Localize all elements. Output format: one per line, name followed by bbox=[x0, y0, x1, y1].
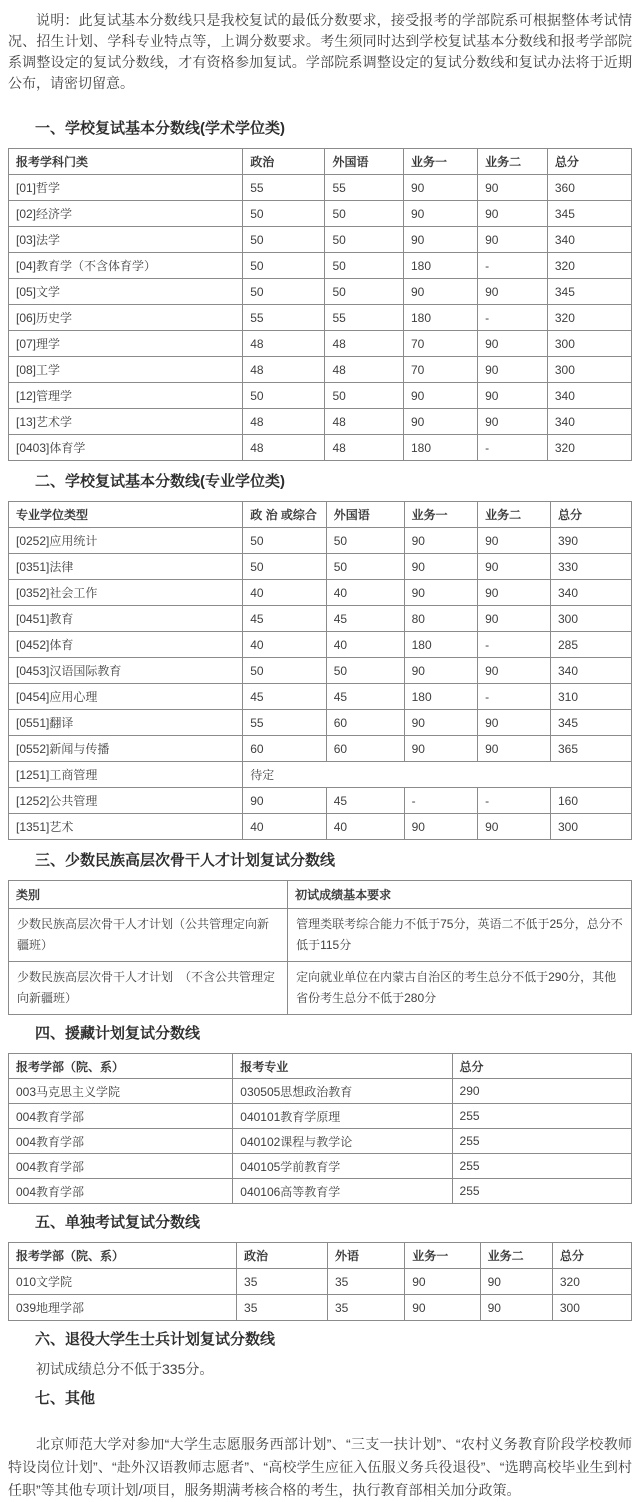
table-row bbox=[9, 1295, 632, 1321]
table-cell: [08]工学 bbox=[9, 357, 243, 383]
table-cell: [03]法学 bbox=[9, 227, 243, 253]
table-row bbox=[9, 528, 632, 554]
section-other bbox=[8, 1390, 632, 1502]
table-cell: 003马克思主义学院 bbox=[9, 1079, 233, 1104]
table-cell: 340 bbox=[547, 409, 631, 435]
table-row bbox=[9, 762, 632, 788]
other-policy-text: 北京师范大学对参加“大学生志愿服务西部计划”、“三支一扶计划”、“农村义务教育阶段学校教师特设岗位计划”、“赴外汉语教师志愿者”、“高校学生应征入伍服义务兵役退役”、“选聘高校毕业生到村任职”等其他专项计划/项目，服务期满考核合格的考生，执行教育部相关加分政策。 bbox=[8, 1436, 632, 1498]
table-row bbox=[9, 580, 632, 606]
section-heading: 三、少数民族高层次骨干人才计划复试分数线 bbox=[35, 852, 336, 869]
table-cell: 35 bbox=[327, 1295, 404, 1321]
table-row bbox=[9, 554, 632, 580]
table-cell: 45 bbox=[243, 684, 326, 710]
table-cell: 40 bbox=[243, 580, 326, 606]
table-header-row bbox=[9, 1054, 632, 1079]
table-row bbox=[9, 962, 632, 1015]
table-cell: 90 bbox=[404, 710, 478, 736]
table-cell: 90 bbox=[404, 658, 478, 684]
table-header-row bbox=[9, 502, 632, 528]
table-cell: 365 bbox=[550, 736, 631, 762]
table-cell: 340 bbox=[550, 580, 631, 606]
table-cell: 待定 bbox=[243, 762, 632, 788]
table-cell: 040106高等教育学 bbox=[233, 1179, 452, 1204]
table-cell: 030505思想政治教育 bbox=[233, 1079, 452, 1104]
table-cell: 48 bbox=[325, 357, 403, 383]
table-cell: 少数民族高层次骨干人才计划（公共管理定向新疆班） bbox=[9, 909, 288, 962]
table-cell: - bbox=[478, 632, 551, 658]
data-table bbox=[8, 1242, 632, 1321]
table-cell: 040101教育学原理 bbox=[233, 1104, 452, 1129]
table-row bbox=[9, 175, 632, 201]
table-cell: [0452]体育 bbox=[9, 632, 243, 658]
table-cell: 285 bbox=[550, 632, 631, 658]
table-cell: 50 bbox=[243, 279, 325, 305]
table-row bbox=[9, 736, 632, 762]
table-row bbox=[9, 1179, 632, 1204]
column-header: 业务一 bbox=[405, 1243, 480, 1269]
table-cell: 90 bbox=[478, 201, 548, 227]
table-row bbox=[9, 435, 632, 461]
table-row bbox=[9, 357, 632, 383]
table-cell: [0454]应用心理 bbox=[9, 684, 243, 710]
table-cell: 90 bbox=[478, 736, 551, 762]
table-cell: 90 bbox=[478, 814, 551, 840]
data-table bbox=[8, 880, 632, 1015]
section-heading: 二、学校复试基本分数线(专业学位类) bbox=[35, 473, 285, 490]
table-cell: 48 bbox=[243, 331, 325, 357]
table-cell: [1252]公共管理 bbox=[9, 788, 243, 814]
table-cell: 90 bbox=[403, 201, 477, 227]
table-cell: 330 bbox=[550, 554, 631, 580]
table-cell: 310 bbox=[550, 684, 631, 710]
table-cell: 320 bbox=[547, 305, 631, 331]
table-cell: 55 bbox=[325, 175, 403, 201]
data-table bbox=[8, 148, 632, 461]
column-header: 类别 bbox=[9, 881, 288, 909]
table-cell: 160 bbox=[550, 788, 631, 814]
table-cell: 40 bbox=[326, 580, 404, 606]
data-table bbox=[8, 1053, 632, 1204]
table-cell: 90 bbox=[478, 383, 548, 409]
table-cell: 45 bbox=[326, 788, 404, 814]
section-heading: 六、退役大学生士兵计划复试分数线 bbox=[35, 1331, 276, 1348]
table-cell: 50 bbox=[325, 253, 403, 279]
table-cell: 70 bbox=[403, 357, 477, 383]
column-header: 报考学科门类 bbox=[9, 149, 243, 175]
table-header-row bbox=[9, 149, 632, 175]
table-cell: 90 bbox=[478, 528, 551, 554]
table-cell: 50 bbox=[243, 554, 326, 580]
table-cell: 60 bbox=[326, 710, 404, 736]
table-cell: - bbox=[478, 253, 548, 279]
table-cell: 40 bbox=[326, 814, 404, 840]
column-header: 政 治 或综合 bbox=[243, 502, 326, 528]
column-header: 政治 bbox=[237, 1243, 328, 1269]
table-row bbox=[9, 788, 632, 814]
column-header: 报考学部（院、系） bbox=[9, 1054, 233, 1079]
table-cell: 50 bbox=[325, 279, 403, 305]
table-cell: 50 bbox=[243, 658, 326, 684]
table-cell: 40 bbox=[243, 814, 326, 840]
table-cell: 340 bbox=[547, 383, 631, 409]
table-cell: [0252]应用统计 bbox=[9, 528, 243, 554]
table-cell: 340 bbox=[547, 227, 631, 253]
table-row bbox=[9, 710, 632, 736]
table-cell: 45 bbox=[326, 606, 404, 632]
section-academic-score-lines bbox=[8, 120, 632, 461]
section-veteran-plan bbox=[8, 1331, 632, 1380]
column-header: 专业学位类型 bbox=[9, 502, 243, 528]
table-cell: 180 bbox=[403, 305, 477, 331]
table-cell: 40 bbox=[326, 632, 404, 658]
column-header: 外语 bbox=[327, 1243, 404, 1269]
table-cell: 90 bbox=[478, 357, 548, 383]
table-cell: [0352]社会工作 bbox=[9, 580, 243, 606]
column-header: 政治 bbox=[243, 149, 325, 175]
table-cell: 90 bbox=[478, 279, 548, 305]
column-header: 业务一 bbox=[404, 502, 478, 528]
table-cell: 90 bbox=[478, 554, 551, 580]
table-cell: - bbox=[478, 788, 551, 814]
table-row bbox=[9, 814, 632, 840]
table-cell: 90 bbox=[403, 383, 477, 409]
table-cell: [1251]工商管理 bbox=[9, 762, 243, 788]
table-header-row bbox=[9, 1243, 632, 1269]
table-cell: 80 bbox=[404, 606, 478, 632]
table-cell: 45 bbox=[326, 684, 404, 710]
column-header: 报考专业 bbox=[233, 1054, 452, 1079]
table-cell: 90 bbox=[478, 331, 548, 357]
table-cell: 180 bbox=[404, 684, 478, 710]
table-cell: - bbox=[478, 305, 548, 331]
table-row bbox=[9, 606, 632, 632]
column-header: 业务一 bbox=[403, 149, 477, 175]
section-professional-score-lines bbox=[8, 473, 632, 840]
table-cell: 90 bbox=[403, 279, 477, 305]
table-cell: 90 bbox=[405, 1295, 480, 1321]
column-header: 初试成绩基本要求 bbox=[288, 881, 632, 909]
column-header: 总分 bbox=[547, 149, 631, 175]
score-table-professional bbox=[8, 501, 632, 840]
table-cell: [0551]翻译 bbox=[9, 710, 243, 736]
table-cell: 90 bbox=[478, 658, 551, 684]
table-cell: 040105学前教育学 bbox=[233, 1154, 452, 1179]
table-cell: 50 bbox=[243, 253, 325, 279]
table-row bbox=[9, 1129, 632, 1154]
table-cell: 320 bbox=[547, 253, 631, 279]
table-row bbox=[9, 279, 632, 305]
table-cell: 290 bbox=[452, 1079, 631, 1104]
table-cell: 300 bbox=[552, 1295, 631, 1321]
table-cell: [0403]体育学 bbox=[9, 435, 243, 461]
data-table bbox=[8, 501, 632, 840]
table-row bbox=[9, 201, 632, 227]
table-cell: 50 bbox=[326, 554, 404, 580]
section-tibet-plan bbox=[8, 1025, 632, 1204]
column-header: 总分 bbox=[550, 502, 631, 528]
table-cell: 50 bbox=[325, 383, 403, 409]
table-header-row bbox=[9, 881, 632, 909]
table-cell: 90 bbox=[478, 580, 551, 606]
table-cell: 90 bbox=[480, 1269, 552, 1295]
table-row bbox=[9, 1079, 632, 1104]
table-cell: 50 bbox=[326, 528, 404, 554]
column-header: 总分 bbox=[552, 1243, 631, 1269]
table-cell: 35 bbox=[237, 1269, 328, 1295]
table-cell: - bbox=[478, 684, 551, 710]
column-header: 业务二 bbox=[478, 502, 551, 528]
tibet-plan-table bbox=[8, 1053, 632, 1204]
table-row bbox=[9, 1269, 632, 1295]
table-cell: 50 bbox=[243, 383, 325, 409]
table-cell: [13]艺术学 bbox=[9, 409, 243, 435]
table-cell: 50 bbox=[326, 658, 404, 684]
table-cell: 48 bbox=[325, 331, 403, 357]
table-cell: 48 bbox=[325, 409, 403, 435]
table-cell: 管理类联考综合能力不低于75分，英语二不低于25分，总分不低于115分 bbox=[288, 909, 632, 962]
table-cell: 180 bbox=[404, 632, 478, 658]
table-cell: 004教育学部 bbox=[9, 1129, 233, 1154]
table-cell: 50 bbox=[325, 227, 403, 253]
table-cell: 48 bbox=[243, 409, 325, 435]
column-header: 报考学部（院、系） bbox=[9, 1243, 237, 1269]
section-heading: 七、其他 bbox=[35, 1390, 96, 1407]
table-cell: [04]教育学（不含体育学） bbox=[9, 253, 243, 279]
table-cell: 90 bbox=[243, 788, 326, 814]
table-cell: 255 bbox=[452, 1104, 631, 1129]
table-cell: [0451]教育 bbox=[9, 606, 243, 632]
table-cell: 90 bbox=[404, 814, 478, 840]
table-cell: 180 bbox=[403, 435, 477, 461]
table-cell: [02]经济学 bbox=[9, 201, 243, 227]
column-header: 外国语 bbox=[326, 502, 404, 528]
table-row bbox=[9, 227, 632, 253]
table-cell: 300 bbox=[547, 357, 631, 383]
table-cell: 300 bbox=[550, 606, 631, 632]
table-cell: 55 bbox=[243, 175, 325, 201]
table-cell: 004教育学部 bbox=[9, 1104, 233, 1129]
table-row bbox=[9, 409, 632, 435]
table-cell: [07]理学 bbox=[9, 331, 243, 357]
table-cell: [12]管理学 bbox=[9, 383, 243, 409]
table-cell: - bbox=[404, 788, 478, 814]
table-row bbox=[9, 1154, 632, 1179]
table-cell: 255 bbox=[452, 1179, 631, 1204]
column-header: 业务二 bbox=[480, 1243, 552, 1269]
table-row bbox=[9, 684, 632, 710]
table-cell: 90 bbox=[478, 710, 551, 736]
table-row bbox=[9, 305, 632, 331]
table-cell: 90 bbox=[404, 580, 478, 606]
table-cell: 90 bbox=[478, 227, 548, 253]
table-cell: 340 bbox=[550, 658, 631, 684]
table-cell: 50 bbox=[243, 528, 326, 554]
table-cell: 004教育学部 bbox=[9, 1154, 233, 1179]
intro-paragraph: 说明：此复试基本分数线只是我校复试的最低分数要求，接受报考的学部院系可根据整体考试情况、招生计划、学科专业特点等，上调分数要求。考生须同时达到学校复试基本分数线和报考学部院系调整设定的复试分数线，才有资格参加复试。学部院系调整设定的复试分数线和复试办法将于近期公布，请密切留意。 bbox=[8, 12, 632, 91]
table-cell: [06]历史学 bbox=[9, 305, 243, 331]
table-cell: 45 bbox=[243, 606, 326, 632]
column-header: 外国语 bbox=[325, 149, 403, 175]
table-row bbox=[9, 658, 632, 684]
table-row bbox=[9, 632, 632, 658]
table-cell: 50 bbox=[243, 201, 325, 227]
table-cell: 60 bbox=[326, 736, 404, 762]
table-cell: 48 bbox=[325, 435, 403, 461]
column-header: 业务二 bbox=[478, 149, 548, 175]
table-cell: 90 bbox=[478, 409, 548, 435]
table-cell: 70 bbox=[403, 331, 477, 357]
table-cell: [0351]法律 bbox=[9, 554, 243, 580]
separate-exam-table bbox=[8, 1242, 632, 1321]
table-cell: [0552]新闻与传播 bbox=[9, 736, 243, 762]
table-cell: 35 bbox=[327, 1269, 404, 1295]
table-cell: - bbox=[478, 435, 548, 461]
table-cell: [01]哲学 bbox=[9, 175, 243, 201]
table-cell: 004教育学部 bbox=[9, 1179, 233, 1204]
table-cell: 90 bbox=[404, 736, 478, 762]
table-cell: 320 bbox=[552, 1269, 631, 1295]
table-cell: 390 bbox=[550, 528, 631, 554]
table-cell: [0453]汉语国际教育 bbox=[9, 658, 243, 684]
minority-plan-table bbox=[8, 880, 632, 1015]
section-heading: 四、援藏计划复试分数线 bbox=[35, 1025, 201, 1042]
table-cell: 90 bbox=[478, 175, 548, 201]
table-cell: 定向就业单位在内蒙古自治区的考生总分不低于290分，其他省份考生总分不低于280分 bbox=[288, 962, 632, 1015]
table-cell: 48 bbox=[243, 357, 325, 383]
table-row bbox=[9, 383, 632, 409]
table-cell: 039地理学部 bbox=[9, 1295, 237, 1321]
table-cell: 55 bbox=[243, 710, 326, 736]
table-cell: 010文学院 bbox=[9, 1269, 237, 1295]
table-cell: [1351]艺术 bbox=[9, 814, 243, 840]
section-heading: 一、学校复试基本分数线(学术学位类) bbox=[35, 120, 285, 137]
table-cell: 90 bbox=[404, 554, 478, 580]
table-row bbox=[9, 909, 632, 962]
table-cell: 040102课程与教学论 bbox=[233, 1129, 452, 1154]
table-cell: 35 bbox=[237, 1295, 328, 1321]
table-cell: 300 bbox=[547, 331, 631, 357]
table-cell: [05]文学 bbox=[9, 279, 243, 305]
table-row bbox=[9, 253, 632, 279]
table-cell: 180 bbox=[403, 253, 477, 279]
table-cell: 60 bbox=[243, 736, 326, 762]
table-cell: 90 bbox=[404, 528, 478, 554]
table-cell: 345 bbox=[547, 279, 631, 305]
table-cell: 少数民族高层次骨干人才计划 （不含公共管理定向新疆班） bbox=[9, 962, 288, 1015]
table-cell: 48 bbox=[243, 435, 325, 461]
table-cell: 50 bbox=[325, 201, 403, 227]
section-heading: 五、单独考试复试分数线 bbox=[35, 1214, 201, 1231]
table-cell: 55 bbox=[325, 305, 403, 331]
score-table-academic bbox=[8, 148, 632, 461]
table-cell: 90 bbox=[480, 1295, 552, 1321]
table-cell: 255 bbox=[452, 1154, 631, 1179]
veteran-requirement-text: 初试成绩总分不低于335分。 bbox=[36, 1361, 214, 1377]
section-minority-plan bbox=[8, 852, 632, 1015]
table-cell: 55 bbox=[243, 305, 325, 331]
table-cell: 90 bbox=[478, 606, 551, 632]
table-cell: 90 bbox=[403, 227, 477, 253]
table-cell: 40 bbox=[243, 632, 326, 658]
table-cell: 90 bbox=[403, 175, 477, 201]
column-header: 总分 bbox=[452, 1054, 631, 1079]
table-cell: 255 bbox=[452, 1129, 631, 1154]
table-cell: 345 bbox=[547, 201, 631, 227]
table-row bbox=[9, 331, 632, 357]
table-cell: 90 bbox=[405, 1269, 480, 1295]
table-cell: 320 bbox=[547, 435, 631, 461]
table-cell: 360 bbox=[547, 175, 631, 201]
table-cell: 345 bbox=[550, 710, 631, 736]
table-row bbox=[9, 1104, 632, 1129]
table-cell: 300 bbox=[550, 814, 631, 840]
table-cell: 90 bbox=[403, 409, 477, 435]
table-cell: 50 bbox=[243, 227, 325, 253]
section-separate-exam bbox=[8, 1214, 632, 1321]
